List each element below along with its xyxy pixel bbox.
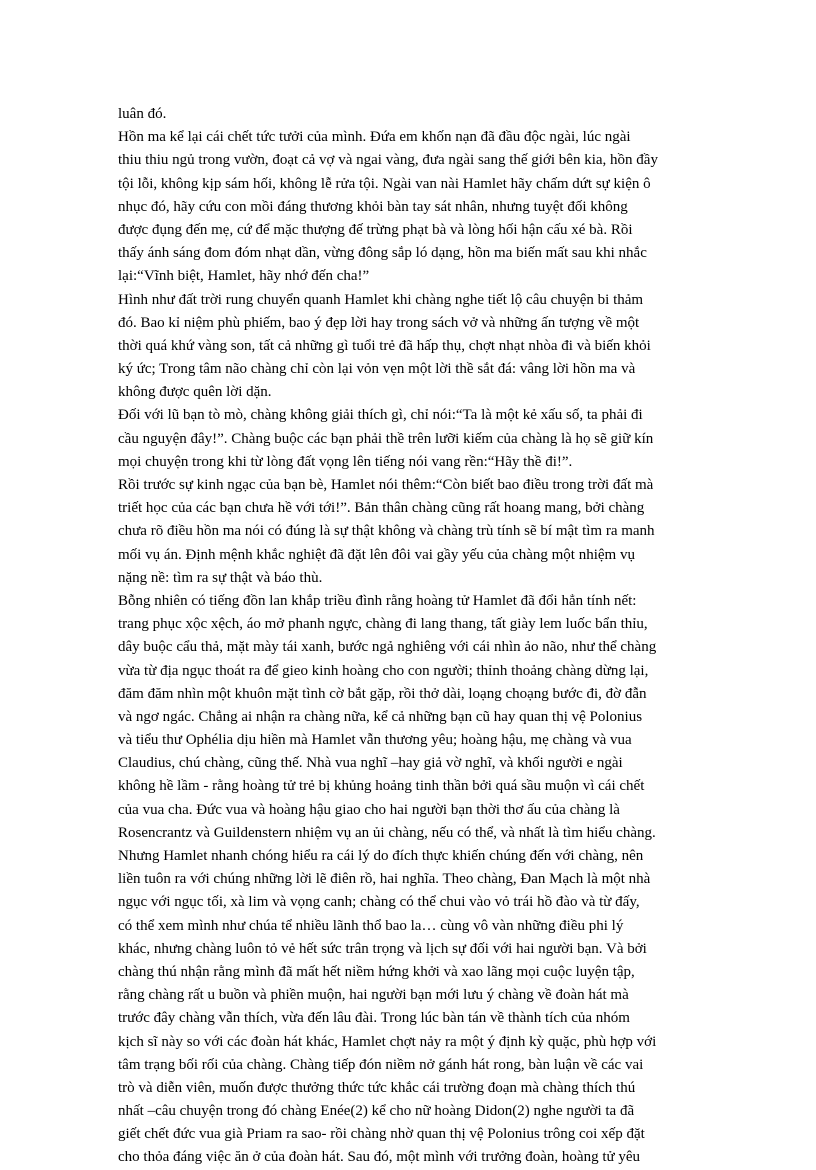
text-line: chưa rõ điều hồn ma nói có đúng là sự thật không và chàng trù tính sẽ bí mật tìm ra manh bbox=[118, 523, 655, 540]
text-line: cầu nguyện đây!”. Chàng buộc các bạn phải thề trên lưỡi kiếm của chàng là họ sẽ giữ kín bbox=[118, 430, 654, 447]
text-line: đăm đăm nhìn một khuôn mặt tình cờ bắt gặp, rồi thở dài, loạng choạng bước đi, đờ đẫn bbox=[118, 685, 647, 702]
text-line: và ngơ ngác. Chẳng ai nhận ra chàng nữa, kể cả những bạn cũ hay quan thị vệ Polonius bbox=[118, 708, 643, 725]
text-line: ký ức; Trong tâm não chàng chỉ còn lại vỏn vẹn một lời thề sắt đá: vâng lời hồn ma và bbox=[118, 361, 636, 378]
text-line: đó. Bao kỉ niệm phù phiếm, bao ý đẹp lời hay trong sách vở và những ấn tượng về một bbox=[118, 314, 640, 331]
text-line: Đối với lũ bạn tò mò, chàng không giải thích gì, chỉ nói:“Ta là một kẻ xấu số, ta phải đi bbox=[118, 407, 643, 424]
text-line: dây buộc cẩu thả, mặt mày tái xanh, bước ngả nghiêng với cái nhìn ảo não, như thể chàng bbox=[118, 639, 657, 656]
text-line: nhục đó, hãy cứu con mồi đáng thương khỏi bàn tay sát nhân, nhưng tuyệt đối không bbox=[118, 198, 628, 215]
text-line: triết học của các bạn chưa hề với tới!”. Bản thân chàng cũng rất hoang mang, bởi chàng bbox=[118, 500, 645, 517]
text-line: rằng chàng rất u buồn và phiền muộn, hai người bạn mới lưu ý chàng về đoàn hát mà bbox=[118, 987, 629, 1004]
text-line: Hình như đất trời rung chuyển quanh Hamlet khi chàng nghe tiết lộ câu chuyện bi thảm bbox=[118, 291, 644, 308]
text-line: vừa từ địa ngục thoát ra để gieo kinh hoàng cho con người; thỉnh thoảng chàng dừng lại, bbox=[118, 662, 649, 679]
text-line: lại:“Vĩnh biệt, Hamlet, hãy nhớ đến cha!” bbox=[118, 268, 370, 285]
text-line: thấy ánh sáng đom đóm nhạt dần, vừng đông sắp ló dạng, hồn ma biến mất sau khi nhắc bbox=[118, 245, 647, 262]
text-line: không được quên lời dặn. bbox=[118, 384, 272, 401]
text-line: Rosencrantz và Guildenstern nhiệm vụ an ủi chàng, nếu có thể, và nhất là tìm hiểu chàng. bbox=[118, 824, 656, 841]
text-line: mọi chuyện trong khi từ lòng đất vọng lên tiếng nói vang rền:“Hãy thề đi!”. bbox=[118, 453, 573, 470]
text-line: mối vụ án. Định mệnh khắc nghiệt đã đặt lên đôi vai gầy yếu của chàng một nhiệm vụ bbox=[118, 546, 635, 563]
text-line: có thể xem mình như chúa tể nhiều lãnh thổ bao la… cùng vô vàn những điều phi lý bbox=[118, 917, 624, 934]
text-line: trước đây chàng vẫn thích, vừa đến lâu đài. Trong lúc bàn tán về thành tích của nhóm bbox=[118, 1010, 630, 1027]
text-line: được đụng đến mẹ, cứ để mặc thượng đế trừng phạt bà và lòng hối hận cấu xé bà. Rồi bbox=[118, 221, 633, 238]
text-line: Claudius, chú chàng, cũng thế. Nhà vua nghĩ –hay giả vờ nghĩ, và khối người e ngài bbox=[118, 755, 623, 772]
text-line: chàng thú nhận rằng mình đã mất hết niềm hứng khởi và xao lãng mọi cuộc luyện tập, bbox=[118, 963, 635, 980]
text-line: và tiểu thư Ophélia dịu hiền mà Hamlet vẫn thương yêu; hoàng hậu, mẹ chàng và vua bbox=[118, 732, 632, 749]
text-line: Bỗng nhiên có tiếng đồn lan khắp triều đình rằng hoàng tử Hamlet đã đổi hẳn tính nết: bbox=[118, 592, 637, 609]
text-line: thiu thiu ngủ trong vườn, đoạt cả vợ và ngai vàng, đưa ngài sang thế giới bên kia, hồn đầy bbox=[118, 152, 658, 169]
text-line: kịch sĩ này so với các đoàn hát khác, Hamlet chợt nảy ra một ý định kỳ quặc, phù hợp với bbox=[118, 1033, 657, 1050]
text-line: luân đó. bbox=[118, 106, 167, 122]
text-line: Nhưng Hamlet nhanh chóng hiểu ra cái lý do đích thực khiến chúng đến với chàng, nên bbox=[118, 848, 644, 864]
text-line: giết chết đức vua già Priam ra sao- rồi chàng nhờ quan thị vệ Polonius trông coi xếp đặt bbox=[118, 1126, 645, 1143]
text-line: nặng nề: tìm ra sự thật và báo thù. bbox=[118, 569, 323, 586]
text-line: tội lỗi, không kịp sám hối, không lễ rửa tội. Ngài van nài Hamlet hãy chấm dứt sự kiện ô bbox=[118, 175, 651, 192]
text-line: Rồi trước sự kinh ngạc của bạn bè, Hamlet nói thêm:“Còn biết bao điều trong trời đất mà bbox=[118, 477, 654, 493]
text-line: của vua cha. Đức vua và hoàng hậu giao cho hai người bạn thời thơ ấu của chàng là bbox=[118, 801, 620, 818]
text-line: không hề lầm - rằng hoàng tử trẻ bị khủng hoảng tinh thần bởi quá sầu muộn vì cái chết bbox=[118, 778, 645, 795]
text-line: Hồn ma kể lại cái chết tức tưởi của mình. Đứa em khốn nạn đã đầu độc ngài, lúc ngài bbox=[118, 129, 631, 146]
text-line: liền tuôn ra với chúng những lời lẽ điên rồ, hai nghĩa. Theo chàng, Đan Mạch là một nhà bbox=[118, 871, 651, 888]
text-line: ngục với ngục tối, xà lim và vọng canh; chàng có thể chui vào vỏ trái hồ đào và từ đấy, bbox=[118, 894, 640, 911]
document-body-text bbox=[118, 103, 698, 1170]
text-line: trò và diễn viên, muốn được thưởng thức tức khắc cái trường đoạn mà chàng thích thú bbox=[118, 1079, 636, 1096]
text-line: trang phục xộc xệch, áo mở phanh ngực, chàng đi lang thang, tất giày lem luốc bẩn thỉu, bbox=[118, 616, 648, 633]
text-line: thời quá khứ vàng son, tất cả những gì tuổi trẻ đã hấp thụ, chợt nhạt nhòa đi và biến khỏi bbox=[118, 337, 651, 354]
text-line: nhất –câu chuyện trong đó chàng Enée(2) kể cho nữ hoàng Didon(2) nghe người ta đã bbox=[118, 1103, 635, 1120]
text-line: tâm trạng bối rối của chàng. Chàng tiếp đón niềm nở gánh hát rong, bàn luận về các vai bbox=[118, 1056, 644, 1073]
text-line: cho thỏa đáng việc ăn ở của đoàn hát. Sau đó, một mình với trưởng đoàn, hoàng tử yêu bbox=[118, 1149, 641, 1166]
text-line: khác, nhưng chàng luôn tỏ vẻ hết sức trân trọng và lịch sự đối với hai người bạn. Và bởi bbox=[118, 940, 647, 957]
